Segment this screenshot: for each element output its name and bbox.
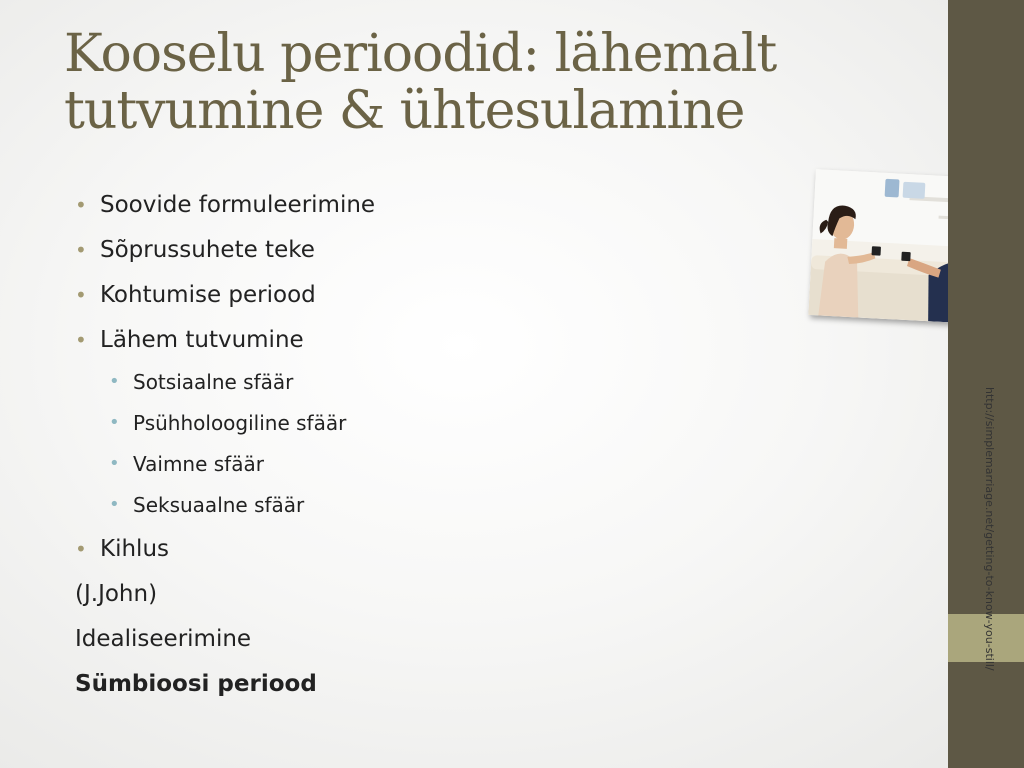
text-line [75, 665, 715, 710]
text-line [75, 620, 715, 665]
content-text: Lähem tutvumine [100, 327, 304, 353]
bullet-item [75, 186, 715, 231]
content-text: Soovide formuleerimine [100, 192, 376, 218]
slide-title [64, 26, 864, 140]
text-line [75, 575, 715, 620]
bullet-marker: • [75, 537, 87, 561]
content-text: Vaimne sfäär [133, 452, 264, 476]
bullet-marker: • [109, 412, 120, 433]
bullet-item [75, 366, 715, 407]
image-source-link[interactable]: http://simplemarriage.net/getting-to-know-you-still/ [983, 387, 996, 671]
bullet-item [75, 231, 715, 276]
bullet-item [75, 448, 715, 489]
content-text: Idealiseerimine [75, 626, 252, 652]
bullet-marker: • [75, 193, 87, 217]
bullet-item [75, 407, 715, 448]
content-text: Sümbioosi periood [75, 671, 317, 697]
bullet-marker: • [75, 328, 87, 352]
bullet-item [75, 276, 715, 321]
bullet-marker: • [75, 238, 87, 262]
content-text: Kohtumise periood [100, 282, 316, 308]
bullet-marker: • [109, 494, 120, 515]
bullet-item [75, 321, 715, 366]
content-text: Psühholoogiline sfäär [133, 411, 347, 435]
title-line-2: tutvumine & ühtesulamine [64, 81, 745, 141]
bullet-item [75, 489, 715, 530]
bullet-item [75, 530, 715, 575]
content-text: Sõprussuhete teke [100, 237, 315, 263]
slide-content [75, 186, 715, 710]
content-text: (J.John) [75, 581, 158, 607]
content-text: Seksuaalne sfäär [133, 493, 305, 517]
bullet-marker: • [75, 283, 87, 307]
title-line-1: Kooselu perioodid: lähemalt [64, 24, 777, 84]
content-text: Sotsiaalne sfäär [133, 370, 294, 394]
bullet-marker: • [109, 371, 120, 392]
content-text: Kihlus [100, 536, 169, 562]
bullet-marker: • [109, 453, 120, 474]
